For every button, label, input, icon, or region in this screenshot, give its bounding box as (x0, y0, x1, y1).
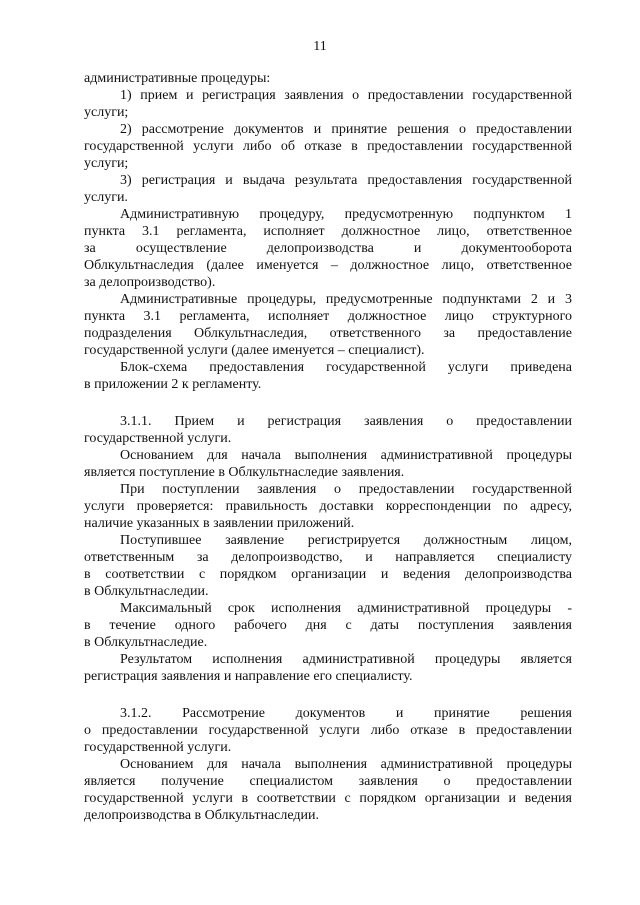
text-line: 2) рассмотрение документов и принятие решения о предоставлении (120, 122, 572, 137)
text-line: административные процедуры: (84, 71, 271, 86)
paragraph (84, 87, 572, 121)
text-line: регистрация заявления и направление его специалисту. (84, 669, 413, 684)
text-line: 3.1.2. Рассмотрение документов и принятие решения (120, 706, 572, 721)
paragraph (84, 206, 572, 291)
paragraph (84, 447, 572, 481)
text-line: государственной услуги. (84, 431, 232, 446)
text-line: 3) регистрация и выдача результата предоставления государственной (120, 173, 572, 188)
document-body (84, 70, 572, 824)
text-line: пункта 3.1 регламента, исполняет должностное лицо структурного (84, 309, 572, 324)
text-line: в Облкультнаследии. (84, 584, 209, 599)
text-line: При поступлении заявления о предоставлении государственной (120, 482, 572, 497)
text-line: государственной услуги. (84, 740, 232, 755)
text-line: подразделения Облкультнаследия, ответственного за предоставление (84, 326, 572, 341)
text-line: Максимальный срок исполнения административной процедуры - (120, 601, 572, 616)
text-line: в приложении 2 к регламенту. (84, 377, 262, 392)
text-line: наличие указанных в заявлении приложений. (84, 516, 355, 531)
text-line: Основанием для начала выполнения административной процедуры (120, 448, 572, 463)
text-line: Облкультнаследия (далее именуется – должностное лицо, ответственное (84, 258, 572, 273)
text-line: в соответствии с порядком организации и ведения делопроизводства (84, 567, 572, 582)
paragraph (84, 121, 572, 172)
paragraph (84, 413, 572, 447)
text-line: ответственным за делопроизводство, и направляется специалисту (84, 550, 572, 565)
text-line: является поступление в Облкультнаследие заявления. (84, 465, 405, 480)
text-line: Поступившее заявление регистрируется должностным лицом, (120, 533, 572, 548)
text-line: Блок-схема предоставления государственной услуги приведена (120, 360, 572, 375)
paragraph (84, 600, 572, 651)
text-line: услуги проверяется: правильность доставки корреспонденции по адресу, (84, 499, 572, 514)
paragraph (84, 291, 572, 359)
text-line: Основанием для начала выполнения административной процедуры (120, 757, 572, 772)
text-line: услуги; (84, 156, 129, 171)
text-line: государственной услуги либо об отказе в предоставлении государственной (84, 139, 572, 154)
text-line: услуги. (84, 190, 128, 205)
text-line: в Облкультнаследие. (84, 635, 208, 650)
text-line: 3.1.1. Прием и регистрация заявления о предоставлении (120, 414, 572, 429)
text-line: 1) прием и регистрация заявления о предоставлении государственной (120, 88, 572, 103)
text-line: государственной услуги (далее именуется – специалист). (84, 343, 425, 358)
page-number: 11 (313, 39, 327, 54)
section-spacer (84, 685, 572, 705)
text-line: в течение одного рабочего дня с даты поступления заявления (84, 618, 572, 633)
text-line: Административную процедуру, предусмотренную подпунктом 1 (120, 207, 572, 222)
section-spacer (84, 393, 572, 413)
text-line: за делопроизводство). (84, 275, 216, 290)
paragraph (84, 651, 572, 685)
text-line: за осуществление делопроизводства и документооборота (84, 241, 572, 256)
paragraph (84, 70, 572, 87)
text-line: услуги; (84, 105, 129, 120)
paragraph (84, 756, 572, 824)
paragraph (84, 172, 572, 206)
text-line: о предоставлении государственной услуги либо отказе в предоставлении (84, 723, 572, 738)
text-line: является получение специалистом заявления о предоставлении (84, 774, 572, 789)
text-line: государственной услуги в соответствии с порядком организации и ведения (84, 791, 572, 806)
text-line: пункта 3.1 регламента, исполняет должностное лицо, ответственное (84, 224, 572, 239)
text-line: делопроизводства в Облкультнаследии. (84, 808, 320, 823)
paragraph (84, 359, 572, 393)
paragraph (84, 532, 572, 600)
paragraph (84, 705, 572, 756)
text-line: Результатом исполнения административной процедуры является (120, 652, 572, 667)
text-line: Административные процедуры, предусмотренные подпунктами 2 и 3 (120, 292, 572, 307)
paragraph (84, 481, 572, 532)
